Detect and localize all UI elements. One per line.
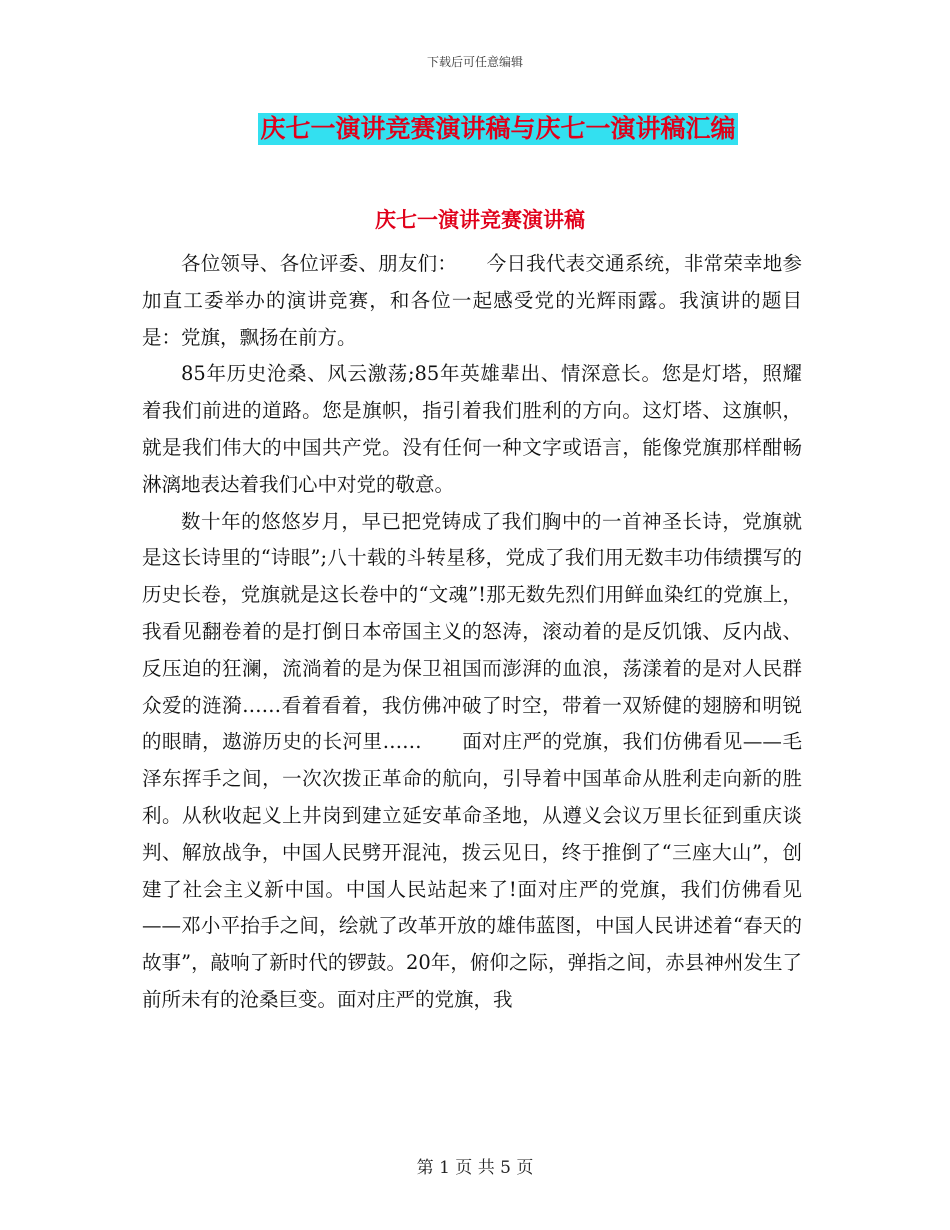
document-main-title: 庆七一演讲竞赛演讲稿与庆七一演讲稿汇编 xyxy=(260,114,736,143)
document-body xyxy=(142,246,802,1019)
body-paragraph-2: 85年历史沧桑、风云激荡;85年英雄辈出、情深意长。您是灯塔，照耀着我们前进的道路。您是旗帜，指引着我们胜利的方向。这灯塔、这旗帜，就是我们伟大的中国共产党。没有任何一种文字或语言，能像党旗那样酣畅淋漓地表达着我们心中对党的敬意。 xyxy=(142,362,802,496)
page-number-footer: 第 1 页 共 5 页 xyxy=(416,1158,534,1178)
body-paragraph-1: 各位领导、各位评委、朋友们： 今日我代表交通系统，非常荣幸地参加直工委举办的演讲竞赛，和各位一起感受党的光辉雨露。我演讲的题目是：党旗，飘扬在前方。 xyxy=(142,252,802,349)
main-title-container xyxy=(0,113,950,145)
document-sub-title: 庆七一演讲竞赛演讲稿 xyxy=(375,208,585,232)
page-header-note: 下载后可任意编辑 xyxy=(426,55,523,69)
body-paragraph-3: 数十年的悠悠岁月，早已把党铸成了我们胸中的一首神圣长诗，党旗就是这长诗里的“诗眼”;八十载的斗转星移，党成了我们用无数丰功伟绩撰写的历史长卷，党旗就是这长卷中的“文魂”!那无数先烈们用鲜血染红的党旗上，我看见翻卷着的是打倒日本帝国主义的怒涛，滚动着的是反饥饿、反内战、反压迫的狂澜，流淌着的是为保卫祖国而澎湃的血浪，荡漾着的是对人民群众爱的涟漪……看着看着，我仿佛冲破了时空，带着一双矫健的翅膀和明锐的眼睛，遨游历史的长河里…… 面对庄严的党旗，我们仿佛看见——毛泽东挥手之间，一次次拨正革命的航向，引导着中国革命从胜利走向新的胜利。从秋收起义上井岗到建立延安革命圣地，从遵义会议万里长征到重庆谈判、解放战争，中国人民劈开混沌，拨云见日，终于推倒了“三座大山”，创建了社会主义新中国。中国人民站起来了!面对庄严的党旗，我们仿佛看见——邓小平抬手之间，绘就了改革开放的雄伟蓝图，中国人民讲述着“春天的故事”，敲响了新时代的锣鼓。20年，俯仰之际，弹指之间，赤县神州发生了前所未有的沧桑巨变。面对庄严的党旗，我 xyxy=(142,509,802,1011)
